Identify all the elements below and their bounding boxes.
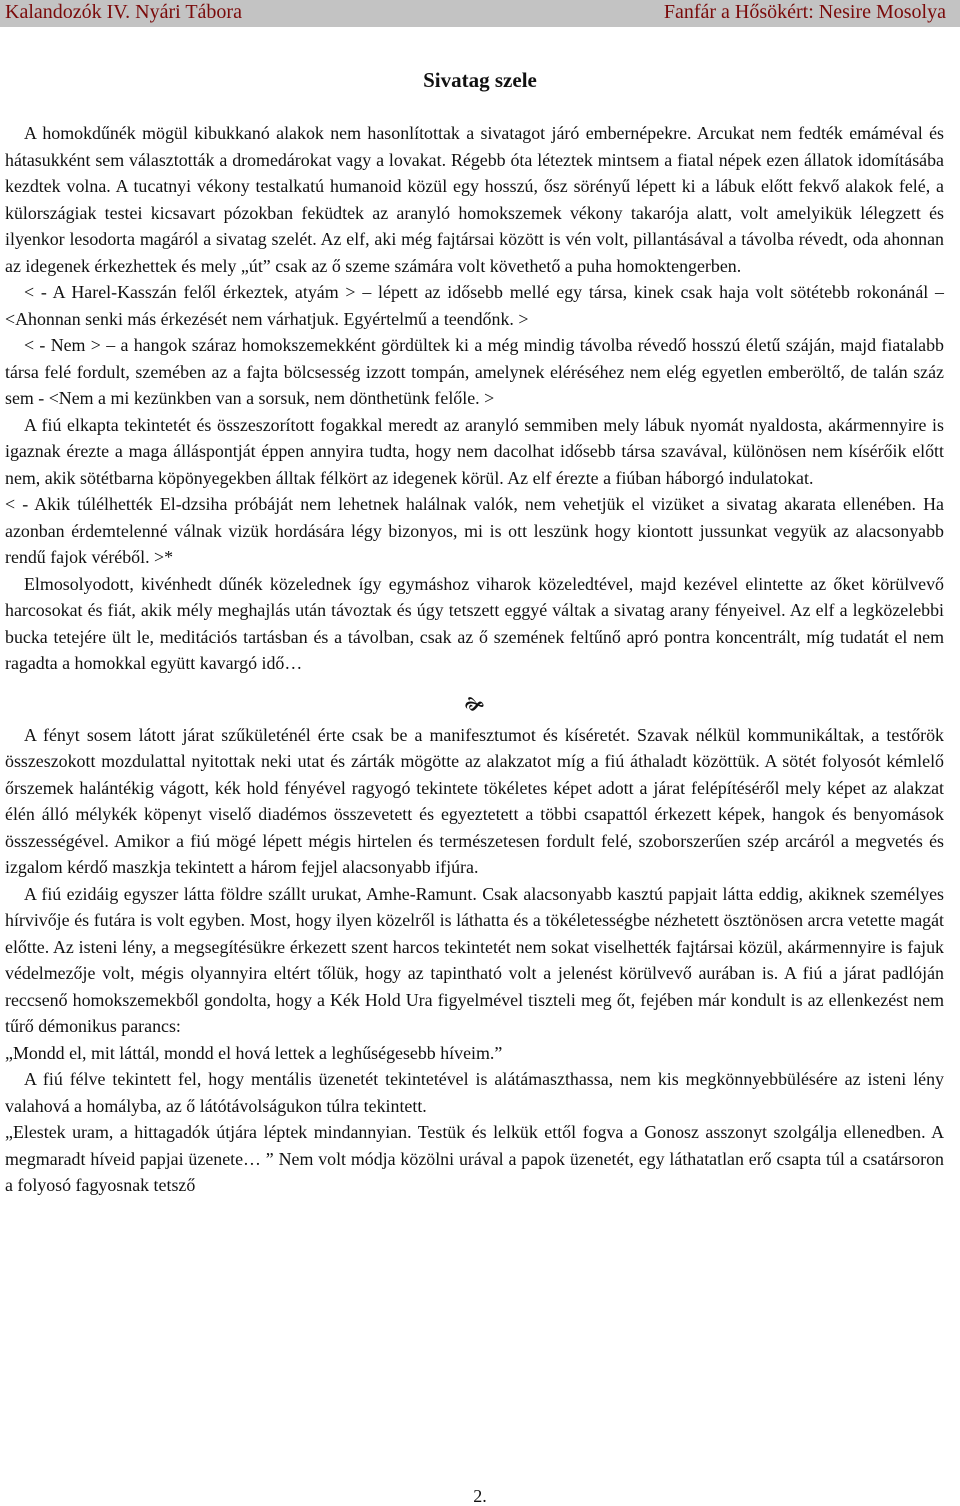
paragraph: „Elestek uram, a hittagadók útjára léptek mindannyian. Testük és lelkük ettől fogva a Gonosz asszonyt szolgálja ellenedben. A megmaradt híveid papjai üzenete… ” Nem volt módja közölni urával a papok üzenetét, egy láthatatlan erő csapta túl a csatársoron a folyosó fagyosnak tetsző	[5, 1122, 944, 1195]
page-header	[0, 0, 960, 27]
paragraph: < - Nem > – a hangok száraz homokszemekként gördültek ki a még mindig távolba révedő hosszú életű száján, majd fiatalabb társa felé fordult, szemében az a fajta bölcsesség izzott tompán, amelynek eléréséhez nem elég egyetlen emberöltő, de talán száz sem - <Nem a mi kezünkben van a sorsuk, nem dönthetünk felőle. >	[5, 335, 944, 408]
paragraph: A fiú ezidáig egyszer látta földre szállt urukat, Amhe-Ramunt. Csak alacsonyabb kasztú papjait látta eddig, akiknek személyes hírvivője és futára is volt egyben. Most, hogy ilyen közelről is láthatta és a tökéletességbe nézhetett ösztönösen arcra vetette magát előtte. Az isteni lény, a megsegítésükre érkezett szent harcos tekintetét nem sokat viselhették fajtársai közül, akármennyire is fajuk védelmezője volt, mégis olyannyira eltért tőlük, hogy az tapintható volt a jelenést körülvevő aurában is. A fiú a járat padlóján reccsenő homokszemekből gondolta, hogy a Kék Hold Ura figyelmével tiszteli meg őt, fejében már kondult is az ellenkezést nem tűrő démonikus parancs:	[5, 883, 944, 1036]
paragraph: A fényt sosem látott járat szűkületénél érte csak be a manifesztumot és kíséretét. Szavak nélkül kommunikáltak, a testőrök összeszokott mozdulattal nyitottak neki utat és zárták mögötte az alakzatot míg a fiú áthaladt közöttük. A sötét folyosót kémlelő őrszemek halántékig vágott, kék hold fényével ragyogó tekintete tökéletes képet adott a járat felépítéséről mely képet az alakzat élén álló mélykék köpenyt viselő diadémos összevetett és egyeztetett a többi csapattól érkezett képek, hangok és benyomások összességével. Amikor a fiú mögé lépett mégis hirtelen és természetesen fordult felé, szoborszerűen szép arcáról a megvetés és izgalom kérdő maszkja tekintett a három fejjel alacsonyabb ifjúra.	[5, 724, 944, 877]
paragraph: A homokdűnék mögül kibukkanó alakok nem hasonlítottak a sivatagot járó embernépekre. Arcukat nem fedték emáméval és hátasukként sem választották a dromedárokat vagy a lovakat. Régebb óta léteztek mintsem a fiatal népek ezen állatok idomításába kezdtek volna. A tucatnyi vékony testalkatú humanoid közül egy hosszú, ősz sörényű lépett ki a lábuk előtt fekvő alakok felé, a külországiak testei kicsavart pózokban feküdtek az aranyló homokszemek vékony takarója alatt, volt amelyikük lélegzett és ilyenkor lesodorta magáról a sivatag szelét. Az elf, aki még fajtársai között is vén volt, pillantásával a távolba révedt, oda ahonnan az idegenek érkezhettek és mely „út” csak az ő szeme számára volt követhető a puha homoktengerben.	[5, 123, 944, 276]
paragraph: „Mondd el, mit láttál, mondd el hová lettek a leghűségesebb híveim.”	[5, 1042, 503, 1063]
paragraph: A fiú elkapta tekintetét és összeszorított fogakkal meredt az aranyló semmiben mely lábuk nyomát nyaldosta, akármennyire is igaznak érezte a maga álláspontját éppen annyira tudta, hogy nem dacolhat idősebb társa szavával, különösen nem kísérőik előtt nem, akik sötétbarna köpönyegekben álltak félkört az idegenek körül. Az elf érezte a fiúban háborgó indulatokat.	[5, 414, 944, 488]
page-number: 2.	[473, 1486, 487, 1506]
paragraph: Elmosolyodott, kivénhedt dűnék közelednek így egymáshoz viharok közeledtével, majd kezével elintette az őket körülvevő harcosokat és fiát, akik mély meghajlás után távoztak és úgy tetszett eggyé váltak a sivatag arany fényeivel. Az elf a legközelebbi bucka tetejére ült le, meditációs tartásban és a távolban, csak az ő szemének feltűnő apró pontra koncentrált, míg tudatát el nem ragadta a homokkal együtt kavargó idő…	[5, 573, 944, 673]
page-title: Sivatag szele	[423, 68, 537, 92]
paragraph: < - Akik túlélhették El-dzsiha próbáját nem lehetnek halálnak valók, nem vehetjük el vizüket a sivatag akarata ellenében. Ha azonban érdemtelenné válnak vizük hordására légy bizonyos, mi is ott leszünk hogy kiontott jussunkat vegyük az alacsonyabb rendű fajok véréből. >*	[5, 494, 944, 567]
header-left-title: Kalandozók IV. Nyári Tábora	[5, 1, 242, 23]
header-right-title: Fanfár a Hősökért: Nesire Mosolya	[663, 1, 946, 23]
paragraph: < - A Harel-Kasszán felől érkeztek, atyám > – lépett az idősebb mellé egy társa, kinek csak haja volt sötétebb rokonánál – <Ahonnan senki más érkezését nem várhatjuk. Egyértelmű a teendőnk. >	[5, 282, 944, 329]
paragraph: A fiú félve tekintett fel, hogy mentális üzenetét tekintetével is alátámaszthassa, nem kis megkönnyebbülésére az isteni lény valahová a homályba, az ő látótávolságukon túlra tekintett.	[5, 1069, 944, 1116]
body-text	[5, 120, 944, 1199]
separator-ornament-icon: 🙞	[464, 693, 485, 715]
